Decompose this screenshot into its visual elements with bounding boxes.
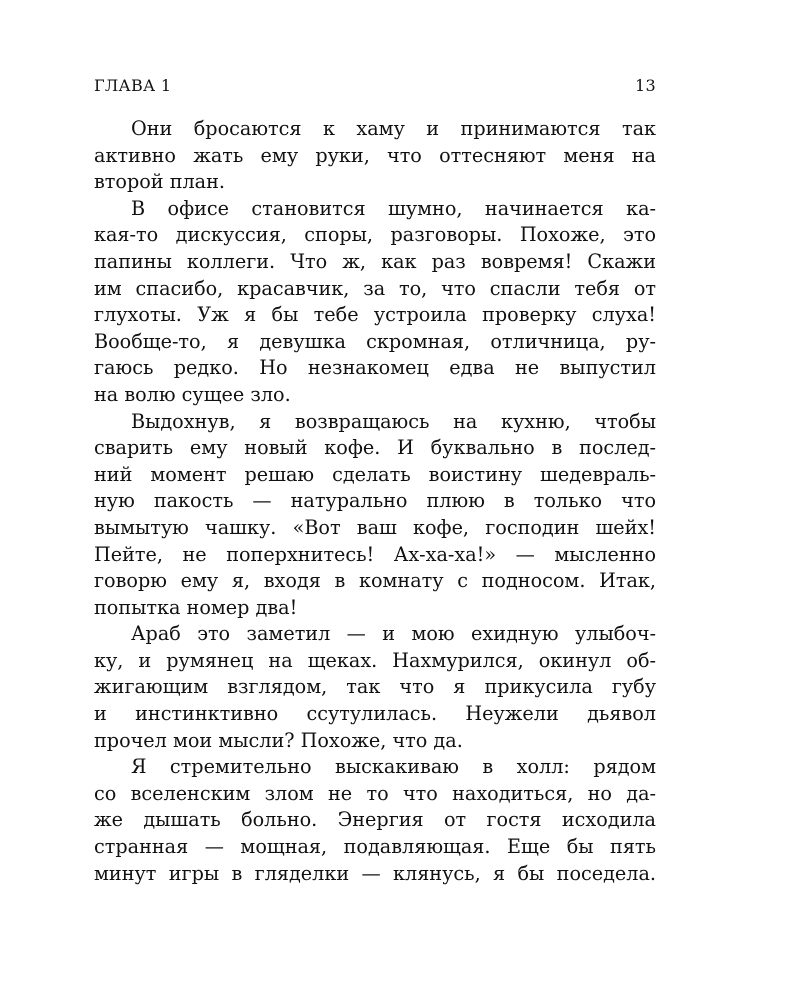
text-line: гаюсь редко. Но незнакомец едва не выпустил — [94, 356, 656, 380]
body-text — [94, 116, 656, 887]
text-line: вымытую чашку. «Вот ваш кофе, господин шейх! — [94, 515, 656, 539]
text-line: Выдохнув, я возвращаюсь на кухню, чтобы — [131, 409, 656, 433]
text-line: ку, и румянец на щеках. Нахмурился, окинул об- — [94, 648, 656, 672]
text-line: минут игры в гляделки — клянусь, я бы поседела. — [94, 861, 656, 885]
text-line: В офисе становится шумно, начинается ка- — [131, 196, 656, 220]
text-line: ний момент решаю сделать воистину шедевраль- — [94, 462, 656, 486]
page-number: 13 — [635, 76, 656, 95]
text-line: папины коллеги. Что ж, как раз вовремя! Скажи — [94, 249, 656, 273]
text-line: прочел мои мысли? Похоже, что да. — [94, 728, 463, 752]
book-page — [94, 0, 656, 1000]
text-line: Араб это заметил — и мою ехидную улыбоч- — [131, 622, 656, 646]
text-line: Я стремительно выскакиваю в холл: рядом — [131, 755, 656, 779]
text-line: им спасибо, красавчик, за то, что спасли тебя от — [94, 276, 656, 300]
text-line: на волю сущее зло. — [94, 382, 291, 406]
text-line: глухоты. Уж я бы тебе устроила проверку слуха! — [94, 303, 656, 327]
text-line: говорю ему я, входя в комнату с подносом. Итак, — [94, 569, 656, 593]
text-line: Вообще-то, я девушка скромная, отличница, ру- — [94, 329, 656, 353]
text-line: со вселенским злом не то что находиться, но да- — [94, 781, 656, 805]
text-line: же дышать больно. Энергия от гостя исходила — [94, 808, 656, 832]
text-line: кая-то дискуссия, споры, разговоры. Похоже, это — [94, 223, 656, 247]
text-line: странная — мощная, подавляющая. Еще бы пять — [94, 835, 656, 859]
chapter-title: ГЛАВА 1 — [94, 76, 172, 95]
text-line: Пейте, не поперхнитесь! Ах-ха-ха!» — мысленно — [94, 542, 656, 566]
text-line: сварить ему новый кофе. И буквально в послед- — [94, 436, 656, 460]
text-line: ную пакость — натурально плюю в только что — [94, 489, 656, 513]
text-line: попытка номер два! — [94, 595, 298, 619]
text-line: активно жать ему руки, что оттесняют меня на — [94, 143, 656, 167]
text-line: Они бросаются к хаму и принимаются так — [131, 117, 656, 140]
text-line: жигающим взглядом, так что я прикусила губу — [94, 675, 656, 699]
running-header — [94, 76, 656, 100]
text-line: второй план. — [94, 170, 225, 194]
text-line: и инстинктивно ссутулилась. Неужели дьявол — [94, 702, 656, 726]
